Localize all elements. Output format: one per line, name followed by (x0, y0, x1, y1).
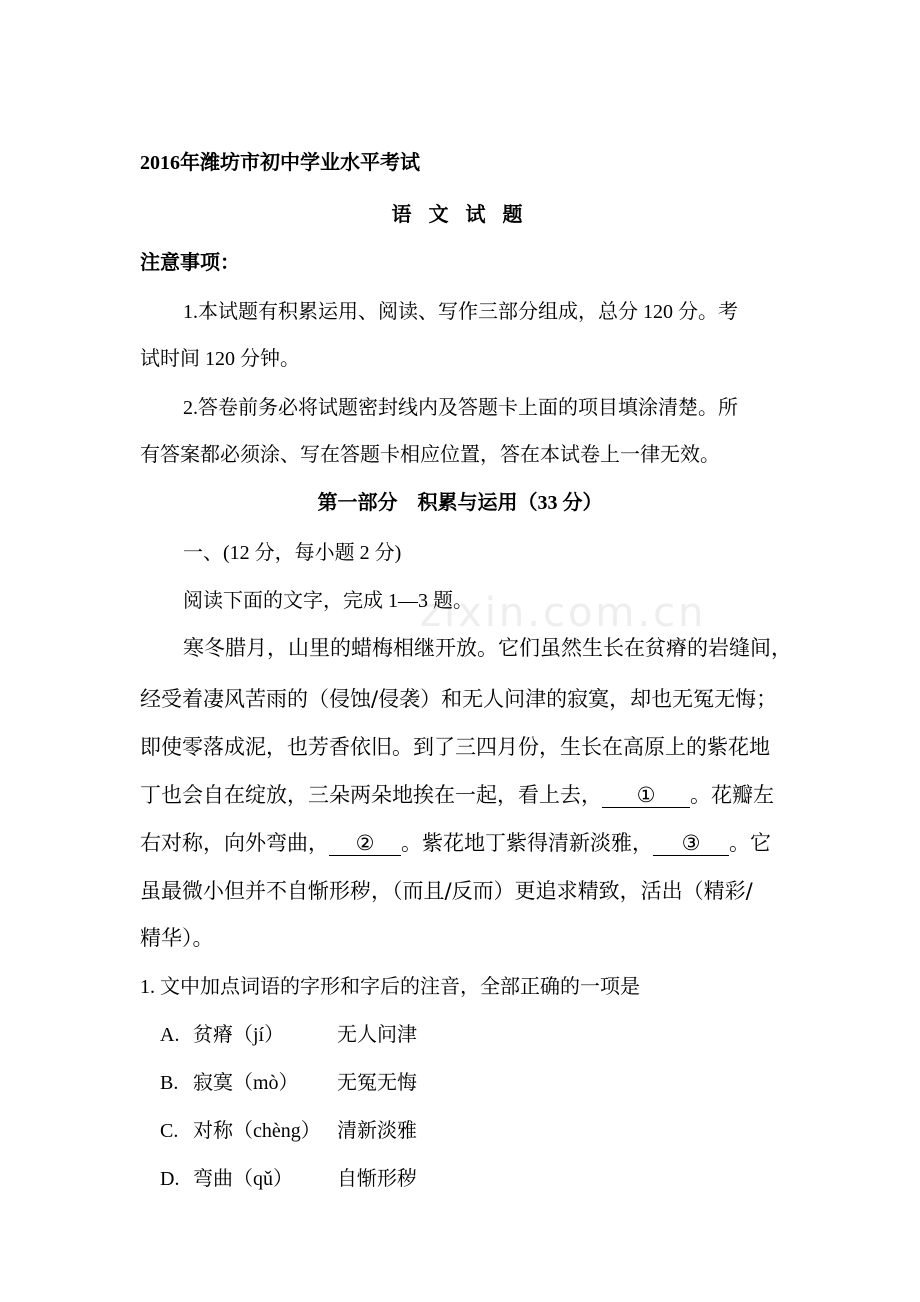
option-word-2: 无冤无悔 (337, 1072, 417, 1094)
option-c (160, 1114, 417, 1143)
option-label: B. (160, 1072, 179, 1094)
option-d (160, 1162, 417, 1191)
note-2-line-1: 2.答卷前务必将试题密封线内及答题卡上面的项目填涂清楚。所 (183, 397, 738, 419)
blank-3: ③ (653, 832, 729, 856)
option-word-1: 对称（chèng） (193, 1120, 321, 1142)
option-label: A. (160, 1024, 180, 1046)
option-word-1: 贫瘠（jí） (193, 1024, 285, 1046)
passage-line-4-text: 丁也会自在绽放，三朵两朵地挨在一起，看上去， (140, 783, 602, 807)
exam-title: 2016年潍坊市初中学业水平考试 (140, 152, 420, 174)
section-heading: 一、(12 分，每小题 2 分) (183, 542, 402, 564)
passage-line-3: 即使零落成泥，也芳香依旧。到了三四月份，生长在高原上的紫花地 (140, 735, 770, 759)
passage-line-5-end: 。它 (729, 831, 771, 855)
subject-title: 语 文 试 题 (391, 204, 529, 226)
option-a (160, 1018, 417, 1047)
watermark: zixin.com.cn (420, 590, 707, 636)
option-word-2: 清新淡雅 (337, 1120, 417, 1142)
passage-line-6: 虽最微小但并不自惭形秽，（而且/反而）更追求精致，活出（精彩/ (140, 879, 753, 903)
option-label: C. (160, 1120, 179, 1142)
passage-line-5 (140, 827, 771, 857)
passage-line-4-end: 。花瓣左 (690, 783, 774, 807)
part-one-title: 第一部分 积累与运用（33 分） (317, 492, 603, 514)
option-b (160, 1066, 417, 1095)
passage-line-5-mid: 。紫花地丁紫得清新淡雅， (401, 831, 653, 855)
blank-1: ① (602, 784, 690, 808)
question-1-stem: 1. 文中加点词语的字形和字后的注音，全部正确的一项是 (140, 976, 640, 998)
passage-line-2: 经受着凄风苦雨的（侵蚀/侵袭）和无人问津的寂寞，却也无冤无悔； (140, 687, 778, 711)
option-word-1: 寂寞（mò） (193, 1072, 299, 1094)
blank-2: ② (329, 832, 401, 856)
passage-line-5-text: 右对称，向外弯曲， (140, 831, 329, 855)
note-2-line-2: 有答案都必须涂、写在答题卡相应位置，答在本试卷上一律无效。 (140, 444, 720, 466)
option-word-2: 自惭形秽 (337, 1168, 417, 1190)
notes-heading: 注意事项： (140, 252, 240, 274)
passage-line-4 (140, 779, 774, 809)
passage-line-7: 精华）。 (140, 926, 214, 950)
note-1-line-1: 1.本试题有积累运用、阅读、写作三部分组成，总分 120 分。考 (183, 301, 738, 323)
option-word-1: 弯曲（qǔ） (193, 1168, 293, 1190)
note-1-line-2: 试时间 120 分钟。 (140, 348, 300, 370)
option-word-2: 无人问津 (337, 1024, 417, 1046)
reading-instruction: 阅读下面的文字，完成 1—3 题。 (183, 590, 473, 612)
passage-line-1: 寒冬腊月，山里的蜡梅相继开放。它们虽然生长在贫瘠的岩缝间， (183, 636, 792, 660)
option-label: D. (160, 1168, 180, 1190)
